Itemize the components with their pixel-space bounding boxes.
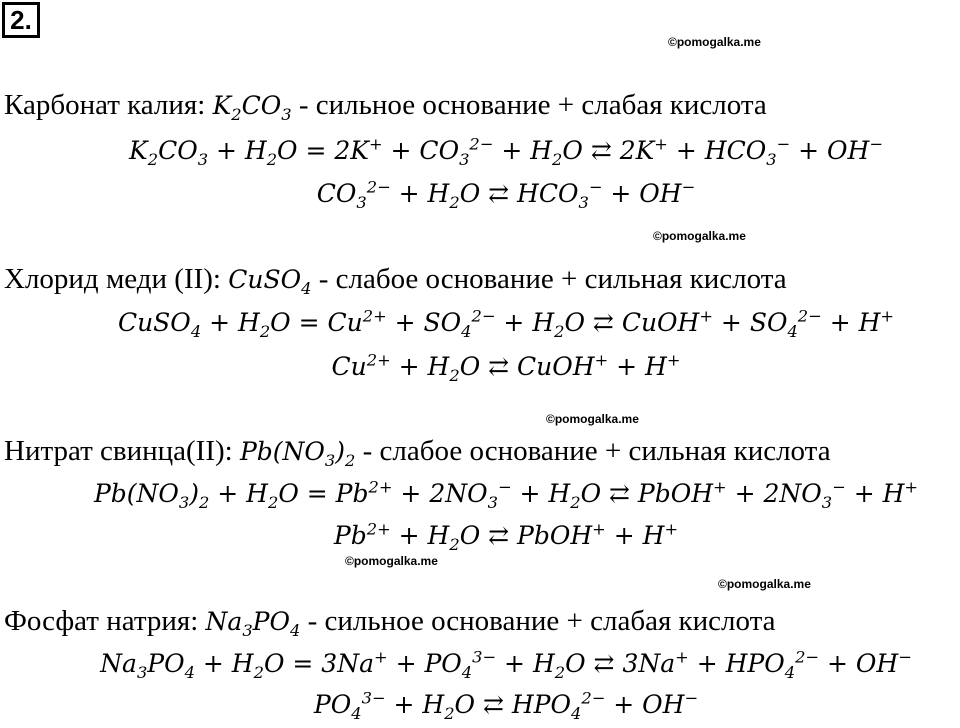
compound-description: - сильное основание + слабая кислота: [291, 89, 767, 121]
watermark: ©pomogalka.me: [546, 412, 639, 426]
compound-name: Нитрат свинца(II):: [4, 435, 240, 467]
section-intro: [4, 604, 776, 639]
equation-short: $CO_3^{2-} + H_2O$ ⇄ $HCO_3^- + OH^-$: [316, 177, 696, 212]
equation-full: $Pb(NO_3)_2 + H_2O = Pb^{2+} + 2NO_3^- + H_2O$ ⇄ PbOH+ + $2NO_3^- + H^+$: [93, 477, 919, 512]
equation-short: $Pb^{2+} + H_2O$ ⇄ PbOH+ + H+: [333, 519, 679, 554]
section-intro: [4, 434, 831, 469]
compound-name: Карбонат калия:: [4, 89, 213, 121]
watermark: ©pomogalka.me: [718, 577, 811, 591]
watermark: ©pomogalka.me: [345, 554, 438, 568]
equation-short: $PO_4^{3-} + H_2O$ ⇄ $HPO_4^{2-} + OH^-$: [313, 688, 699, 723]
equation-full: $K_2CO_3 + H_2O = 2K^+ + CO_3^{2-} + H_2O$ ⇄ $2K^+ + HCO_3^- + OH^-$: [129, 134, 883, 169]
compound-description: - сильное основание + слабая кислота: [300, 605, 776, 637]
section-intro: [4, 262, 787, 297]
compound-name: Фосфат натрия:: [4, 605, 206, 637]
watermark: ©pomogalka.me: [668, 35, 761, 49]
section-intro: [4, 88, 767, 123]
task-number: 2.: [2, 2, 40, 38]
compound-formula: $Na_3PO_4$: [205, 607, 301, 640]
compound-formula: $K_2CO_3$: [212, 91, 292, 124]
equation-full: CuSO$_4$ + $H_2O = Cu^{2+} + SO_4^{2-} + H_2O$ ⇄ CuOH+ + $SO_4^{2-} + H^+$: [117, 306, 895, 341]
equation-short: $Cu^{2+} + H_2O$ ⇄ CuOH+ + H+: [331, 350, 681, 385]
watermark: ©pomogalka.me: [653, 229, 746, 243]
compound-description: - слабое основание + сильная кислота: [311, 263, 787, 295]
equation-full: $Na_3PO_4 + H_2O = 3Na^+ + PO_4^{3-} + H_2O$ ⇄ $3Na^+ + HPO_4^{2-} + OH^-$: [100, 647, 912, 682]
compound-description: - слабое основание + сильная кислота: [355, 435, 831, 467]
compound-formula: $Pb(NO_3)_2$: [239, 437, 356, 470]
compound-name: Хлорид меди (II):: [4, 263, 229, 295]
compound-formula: CuSO$_4$: [228, 265, 312, 298]
